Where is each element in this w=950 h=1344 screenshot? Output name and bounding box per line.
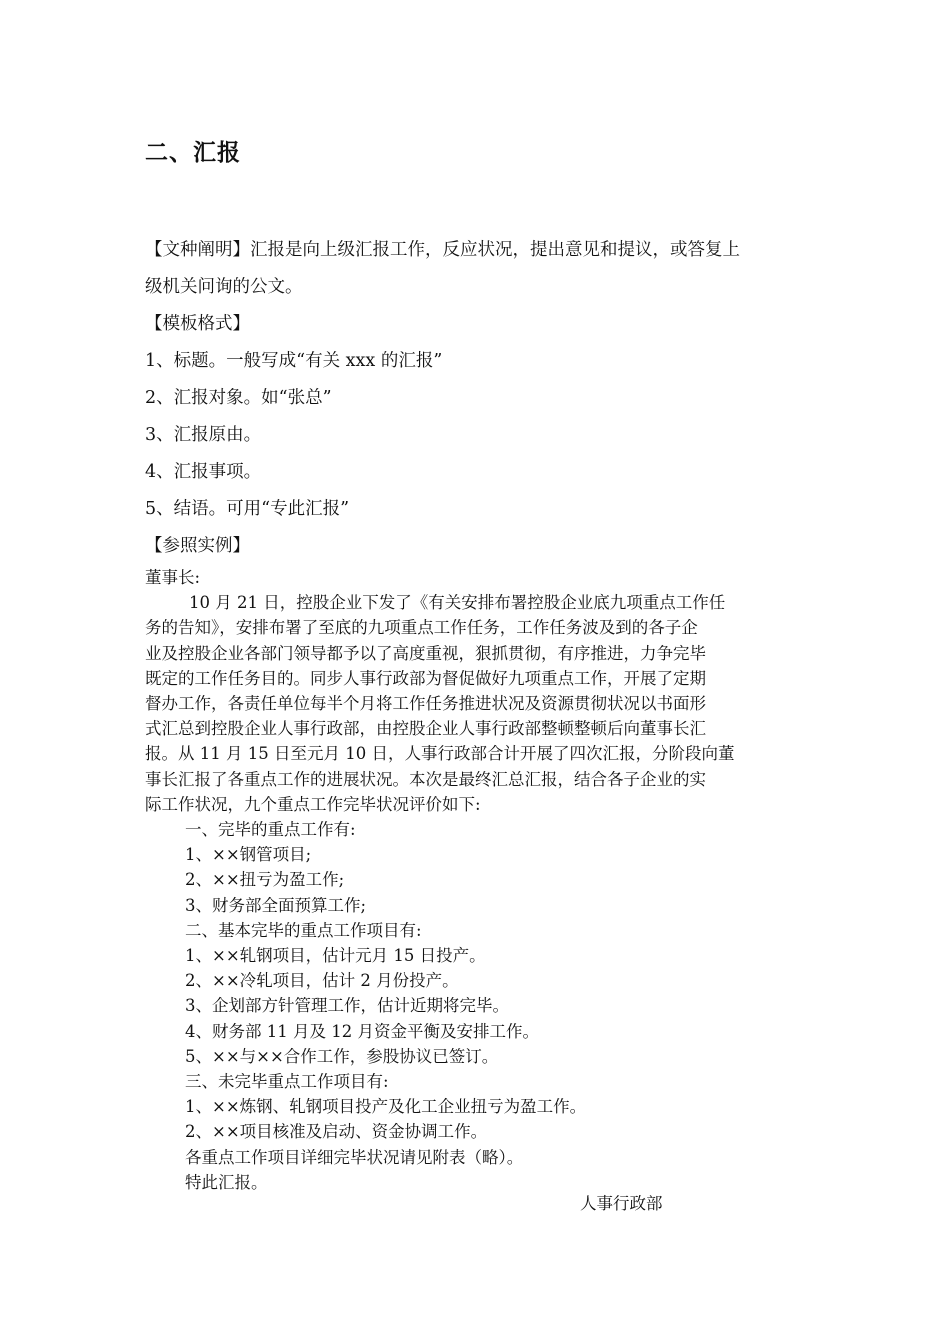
paragraph-line: 10 月 21 日，控股企业下发了《有关安排布署控股企业底九项重点工作任 (189, 593, 726, 613)
paragraph-line: 业及控股企业各部门领导都予以了高度重视，狠抓贯彻，有序推进，力争完毕 (145, 643, 706, 663)
list-item: 2、××冷轧项目，估计 2 月份投产。 (185, 971, 459, 991)
signature: 人事行政部 (580, 1194, 663, 1213)
intro-line: 3、汇报原由。 (145, 425, 262, 445)
paragraph-line: 督办工作，各责任单位每半个月将工作任务推进状况及资源贯彻状况以书面形 (145, 694, 706, 714)
list-item: 三、未完毕重点工作项目有: (185, 1072, 389, 1092)
list-item: 4、财务部 11 月及 12 月资金平衡及安排工作。 (185, 1021, 539, 1041)
paragraph-line: 报。从 11 月 15 日至元月 10 日，人事行政部合计开展了四次汇报，分阶段向董 (145, 744, 735, 764)
list-item: 5、××与××合作工作，参股协议已签订。 (185, 1046, 499, 1066)
work-item-list (145, 817, 805, 1195)
paragraph-line: 式汇总到控股企业人事行政部，由控股企业人事行政部整顿整顿后向董事长汇 (145, 719, 706, 739)
list-item: 特此汇报。 (185, 1172, 268, 1192)
list-item: 二、基本完毕的重点工作项目有: (185, 920, 422, 940)
list-item: 1、××炼钢、轧钢项目投产及化工企业扭亏为盈工作。 (185, 1097, 587, 1117)
example-letter (145, 565, 805, 1195)
list-item: 一、完毕的重点工作有: (185, 820, 356, 840)
list-item: 1、××轧钢项目，估计元月 15 日投产。 (185, 946, 486, 966)
section-heading: 二、汇报 (145, 139, 241, 166)
list-item: 各重点工作项目详细完毕状况请见附表（略）。 (185, 1147, 524, 1167)
list-item: 2、××项目核准及启动、资金协调工作。 (185, 1122, 488, 1142)
intro-line: 1、标题。一般写成“有关 xxx 的汇报” (145, 351, 443, 371)
intro-line: 2、汇报对象。如“张总” (145, 388, 332, 408)
paragraph-line: 际工作状况，九个重点工作完毕状况评价如下: (145, 794, 481, 814)
list-item: 1、××钢管项目; (185, 845, 312, 865)
list-item: 2、××扭亏为盈工作; (185, 870, 345, 890)
intro-line: 级机关问询的公文。 (145, 277, 303, 297)
example-paragraph (145, 590, 805, 817)
paragraph-line: 事长汇报了各重点工作的进展状况。本次是最终汇总汇报，结合各子企业的实 (145, 769, 706, 789)
intro-line: 【文种阐明】汇报是向上级汇报工作，反应状况，提出意见和提议，或答复上 (145, 240, 740, 260)
intro-line: 【模板格式】 (145, 314, 250, 334)
list-item: 3、财务部全面预算工作; (185, 895, 367, 915)
intro-section (145, 232, 805, 565)
paragraph-line: 既定的工作任务目的。同步人事行政部为督促做好九项重点工作，开展了定期 (145, 668, 706, 688)
paragraph-line: 务的告知》，安排布署了至底的九项重点工作任务，工作任务波及到的各子企 (145, 618, 698, 638)
intro-line: 【参照实例】 (145, 536, 250, 556)
intro-line: 5、结语。可用“专此汇报” (145, 499, 350, 519)
intro-line: 4、汇报事项。 (145, 462, 262, 482)
salutation: 董事长: (145, 568, 201, 587)
list-item: 3、企划部方针管理工作，估计近期将完毕。 (185, 996, 509, 1016)
